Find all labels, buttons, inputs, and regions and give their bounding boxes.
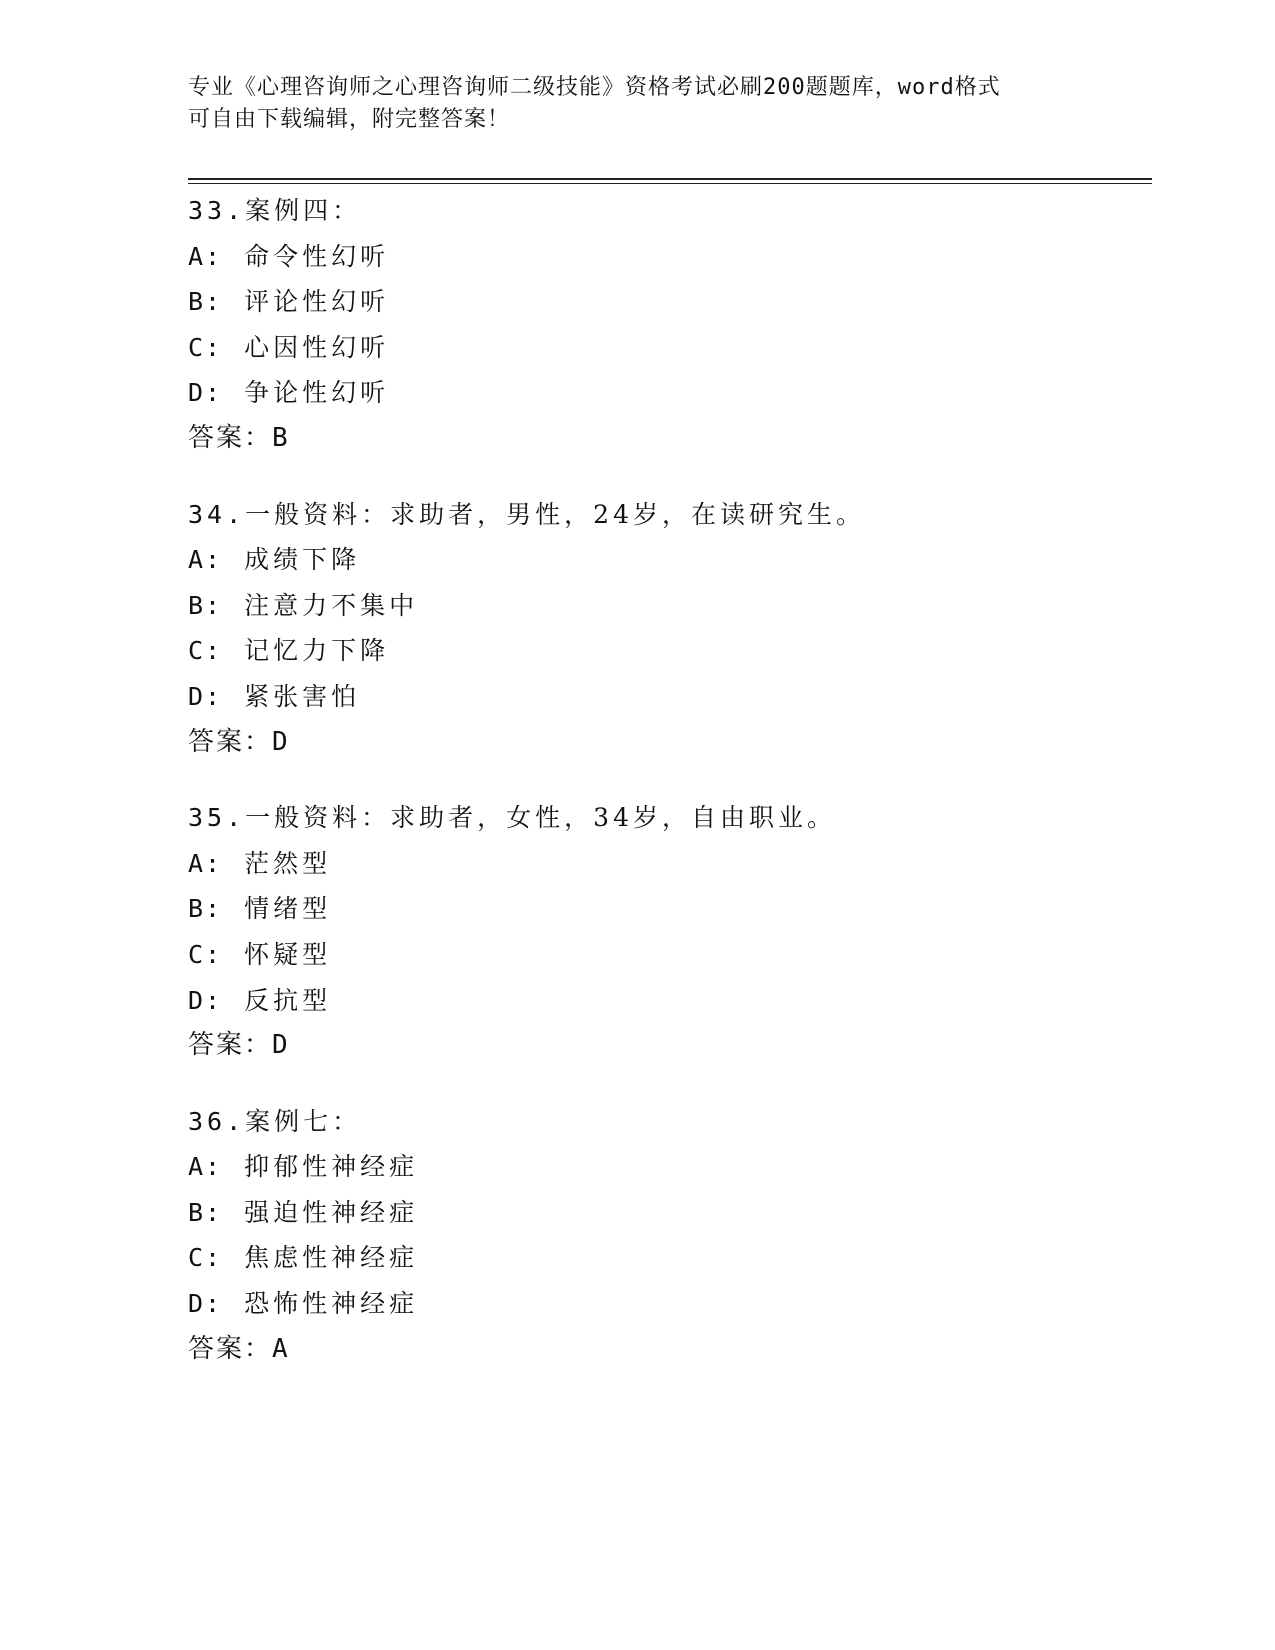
option-text: 恐怖性神经症 — [244, 1289, 419, 1319]
question-text: 案例四： — [245, 196, 362, 225]
option-letter: D: — [188, 985, 223, 1015]
question-stem — [188, 188, 1148, 234]
option-text: 命令性幻听 — [244, 241, 390, 271]
header-divider — [188, 178, 1152, 184]
option-b — [188, 279, 1148, 325]
option-text: 怀疑型 — [244, 939, 332, 969]
header-line-2: 可自由下载编辑，附完整答案！ — [188, 107, 511, 132]
option-b — [188, 886, 1148, 932]
question-number: 35. — [188, 803, 246, 833]
question-text: 一般资料：求助者，女性，34岁，自由职业。 — [245, 803, 836, 833]
answer-line — [188, 1023, 1148, 1069]
option-letter: C: — [188, 1243, 223, 1273]
answer-value: B — [272, 422, 290, 453]
answer-line — [188, 1327, 1148, 1373]
option-text: 紧张害怕 — [244, 681, 361, 711]
option-d — [188, 978, 1148, 1024]
option-a — [188, 1144, 1148, 1190]
option-letter: B: — [188, 287, 223, 317]
question-35 — [188, 795, 1148, 1069]
answer-label: 答案： — [188, 1030, 273, 1061]
option-letter: A: — [188, 241, 223, 271]
option-c — [188, 1235, 1148, 1281]
question-text: 案例七： — [245, 1106, 362, 1136]
option-text: 反抗型 — [244, 985, 332, 1015]
option-d — [188, 674, 1148, 720]
option-a — [188, 234, 1148, 280]
answer-line — [188, 720, 1148, 766]
option-text: 焦虑性神经症 — [244, 1243, 419, 1273]
question-number: 34. — [188, 499, 246, 529]
option-text: 心因性幻听 — [244, 332, 390, 362]
option-letter: A: — [188, 848, 223, 878]
option-letter: B: — [188, 590, 223, 620]
option-a — [188, 537, 1148, 583]
option-letter: A: — [188, 545, 223, 575]
option-text: 注意力不集中 — [244, 590, 419, 620]
option-letter: D: — [188, 681, 223, 711]
answer-line — [188, 416, 1148, 462]
option-letter: C: — [188, 939, 223, 969]
option-c — [188, 932, 1148, 978]
answer-label: 答案： — [188, 726, 273, 757]
answer-value: D — [272, 1030, 290, 1061]
option-c — [188, 325, 1148, 371]
question-34 — [188, 492, 1148, 766]
question-number: 36. — [188, 1106, 246, 1136]
option-text: 争论性幻听 — [244, 378, 390, 408]
option-letter: D: — [188, 1289, 223, 1319]
header-line-1: 专业《心理咨询师之心理咨询师二级技能》资格考试必刷200题题库，word格式 — [188, 75, 1001, 100]
option-text: 抑郁性神经症 — [244, 1152, 419, 1182]
option-d — [188, 370, 1148, 416]
option-text: 记忆力下降 — [244, 636, 390, 666]
question-stem — [188, 492, 1148, 538]
option-letter: B: — [188, 894, 223, 924]
answer-value: D — [272, 726, 290, 757]
option-letter: D: — [188, 378, 223, 408]
option-text: 情绪型 — [244, 894, 332, 924]
question-stem — [188, 1099, 1148, 1145]
option-a — [188, 841, 1148, 887]
question-36 — [188, 1099, 1148, 1373]
option-b — [188, 583, 1148, 629]
option-letter: C: — [188, 332, 223, 362]
option-c — [188, 628, 1148, 674]
question-33 — [188, 188, 1148, 462]
option-letter: A: — [188, 1152, 223, 1182]
option-text: 强迫性神经症 — [244, 1197, 419, 1227]
document-header — [188, 72, 1088, 136]
option-b — [188, 1190, 1148, 1236]
option-text: 成绩下降 — [244, 545, 361, 575]
question-stem — [188, 795, 1148, 841]
answer-label: 答案： — [188, 1333, 273, 1364]
answer-value: A — [272, 1333, 290, 1364]
option-letter: C: — [188, 636, 223, 666]
question-text: 一般资料：求助者，男性，24岁，在读研究生。 — [245, 499, 865, 529]
option-letter: B: — [188, 1197, 223, 1227]
question-list — [188, 188, 1148, 1402]
question-number: 33. — [188, 196, 246, 225]
option-d — [188, 1281, 1148, 1327]
option-text: 评论性幻听 — [244, 287, 390, 317]
option-text: 茫然型 — [244, 848, 332, 878]
answer-label: 答案： — [188, 422, 273, 453]
